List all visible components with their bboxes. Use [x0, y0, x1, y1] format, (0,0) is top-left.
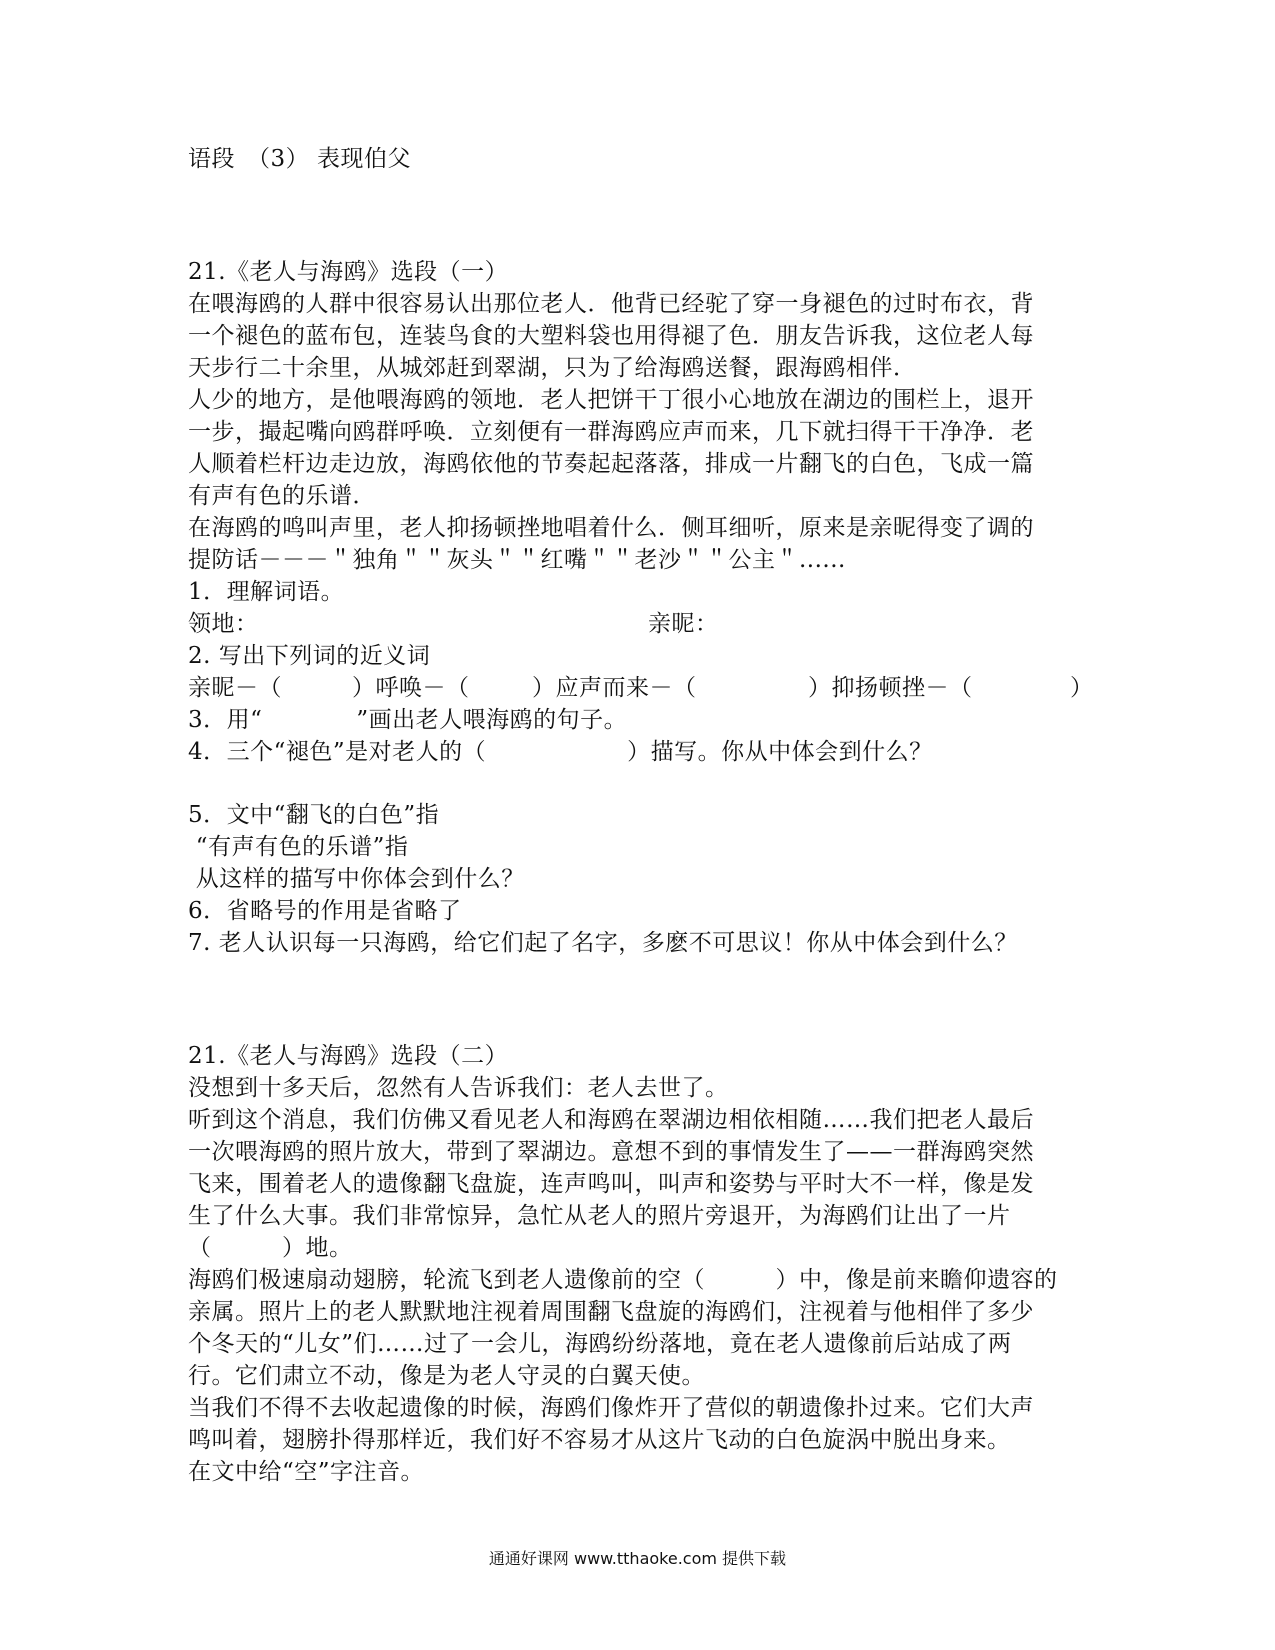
passage-1-line: 在喂海鸥的人群中很容易认出那位老人．他背已经驼了穿一身褪色的过时布衣，背 — [188, 291, 1034, 317]
passage-2-line: 生了什么大事。我们非常惊异，急忙从老人的照片旁退开，为海鸥们让出了一片 — [188, 1203, 1011, 1229]
question-1-term-b: 亲昵： — [648, 611, 719, 637]
question-5-part: 从这样的描写中你体会到什么？ — [188, 866, 525, 892]
passage-1-line: 一个褪色的蓝布包，连装鸟食的大塑料袋也用得褪了色．朋友告诉我，这位老人每 — [188, 323, 1034, 349]
passage-2-line: 没想到十多天后，忽然有人告诉我们：老人去世了。 — [188, 1075, 729, 1101]
question-2-item: ）应声而来－（ — [532, 675, 697, 701]
passage-2-line: 鸣叫着，翅膀扑得那样近，我们好不容易才从这片飞动的白色旋涡中脱出身来。 — [188, 1427, 1011, 1453]
passage-2-line: 听到这个消息，我们仿佛又看见老人和海鸥在翠湖边相依相随……我们把老人最后 — [188, 1107, 1034, 1133]
question-2-item: ） — [1070, 675, 1094, 701]
passage-2-line: 一次喂海鸥的照片放大，带到了翠湖边。意想不到的事情发生了——一群海鸥突然 — [188, 1139, 1034, 1165]
passage-2-line: 个冬天的“儿女”们……过了一会儿，海鸥纷纷落地，竟在老人遗像前后站成了两 — [188, 1331, 1012, 1357]
question-7: 7. 老人认识每一只海鸥，给它们起了名字，多麽不可思议！你从中体会到什么？ — [188, 930, 1018, 956]
passage-1-line: 天步行二十余里，从城郊赶到翠湖，只为了给海鸥送餐，跟海鸥相伴． — [188, 355, 917, 381]
passage-2-line: 行。它们肃立不动，像是为老人守灵的白翼天使。 — [188, 1363, 705, 1389]
question-5-part: “有声有色的乐谱”指 — [188, 834, 409, 860]
question-5: 5．文中“翻飞的白色”指 — [188, 802, 440, 828]
question-3: 3．用“ ”画出老人喂海鸥的句子。 — [188, 707, 628, 733]
passage-1-line: 人顺着栏杆边走边放，海鸥依他的节奏起起落落，排成一片翻飞的白色，飞成一篇 — [188, 451, 1034, 477]
passage-2-line: 飞来，围着老人的遗像翻飞盘旋，连声鸣叫，叫声和姿势与平时大不一样，像是发 — [188, 1171, 1034, 1197]
passage-2-question: 在文中给“空”字注音。 — [188, 1459, 425, 1485]
passage-1-line: 人少的地方，是他喂海鸥的领地．老人把饼干丁很小心地放在湖边的围栏上，退开 — [188, 387, 1034, 413]
question-1-term-a: 领地： — [188, 611, 259, 637]
passage-2-line: 亲属。照片上的老人默默地注视着周围翻飞盘旋的海鸥们，注视着与他相伴了多少 — [188, 1299, 1034, 1325]
passage-1-line: 提防话－－－＂独角＂＂灰头＂＂红嘴＂＂老沙＂＂公主＂...... — [188, 547, 846, 573]
passage-1-line: 在海鸥的鸣叫声里，老人抑扬顿挫地唱着什么．侧耳细听，原来是亲昵得变了调的 — [188, 515, 1034, 541]
passage-2-line: 海鸥们极速扇动翅膀，轮流飞到老人遗像前的空（ ）中，像是前来瞻仰遗容的 — [188, 1267, 1058, 1293]
question-2: 2. 写出下列词的近义词 — [188, 643, 431, 669]
passage-2-title: 21.《老人与海鸥》选段（二） — [188, 1043, 509, 1069]
question-2-item: 亲昵－（ — [188, 675, 282, 701]
footer-source: 通通好课网 www.tthaoke.com 提供下载 — [488, 1549, 787, 1568]
passage-2-line: 当我们不得不去收起遗像的时候，海鸥们像炸开了营似的朝遗像扑过来。它们大声 — [188, 1395, 1034, 1421]
passage-1-title: 21.《老人与海鸥》选段（一） — [188, 259, 509, 285]
passage-2-line: （ ）地。 — [188, 1235, 353, 1261]
question-2-item: ）呼唤－（ — [352, 675, 470, 701]
question-4: 4．三个“褪色”是对老人的（ ）描写。你从中体会到什么？ — [188, 739, 933, 765]
section-heading: 语段 （3） 表现伯父 — [188, 146, 411, 172]
question-1: 1．理解词语。 — [188, 579, 345, 605]
passage-1-line: 一步，撮起嘴向鸥群呼唤．立刻便有一群海鸥应声而来，几下就扫得干干净净．老 — [188, 419, 1034, 445]
question-6: 6．省略号的作用是省略了 — [188, 898, 462, 924]
passage-1-line: 有声有色的乐谱． — [188, 483, 376, 509]
question-2-item: ）抑扬顿挫－（ — [808, 675, 973, 701]
